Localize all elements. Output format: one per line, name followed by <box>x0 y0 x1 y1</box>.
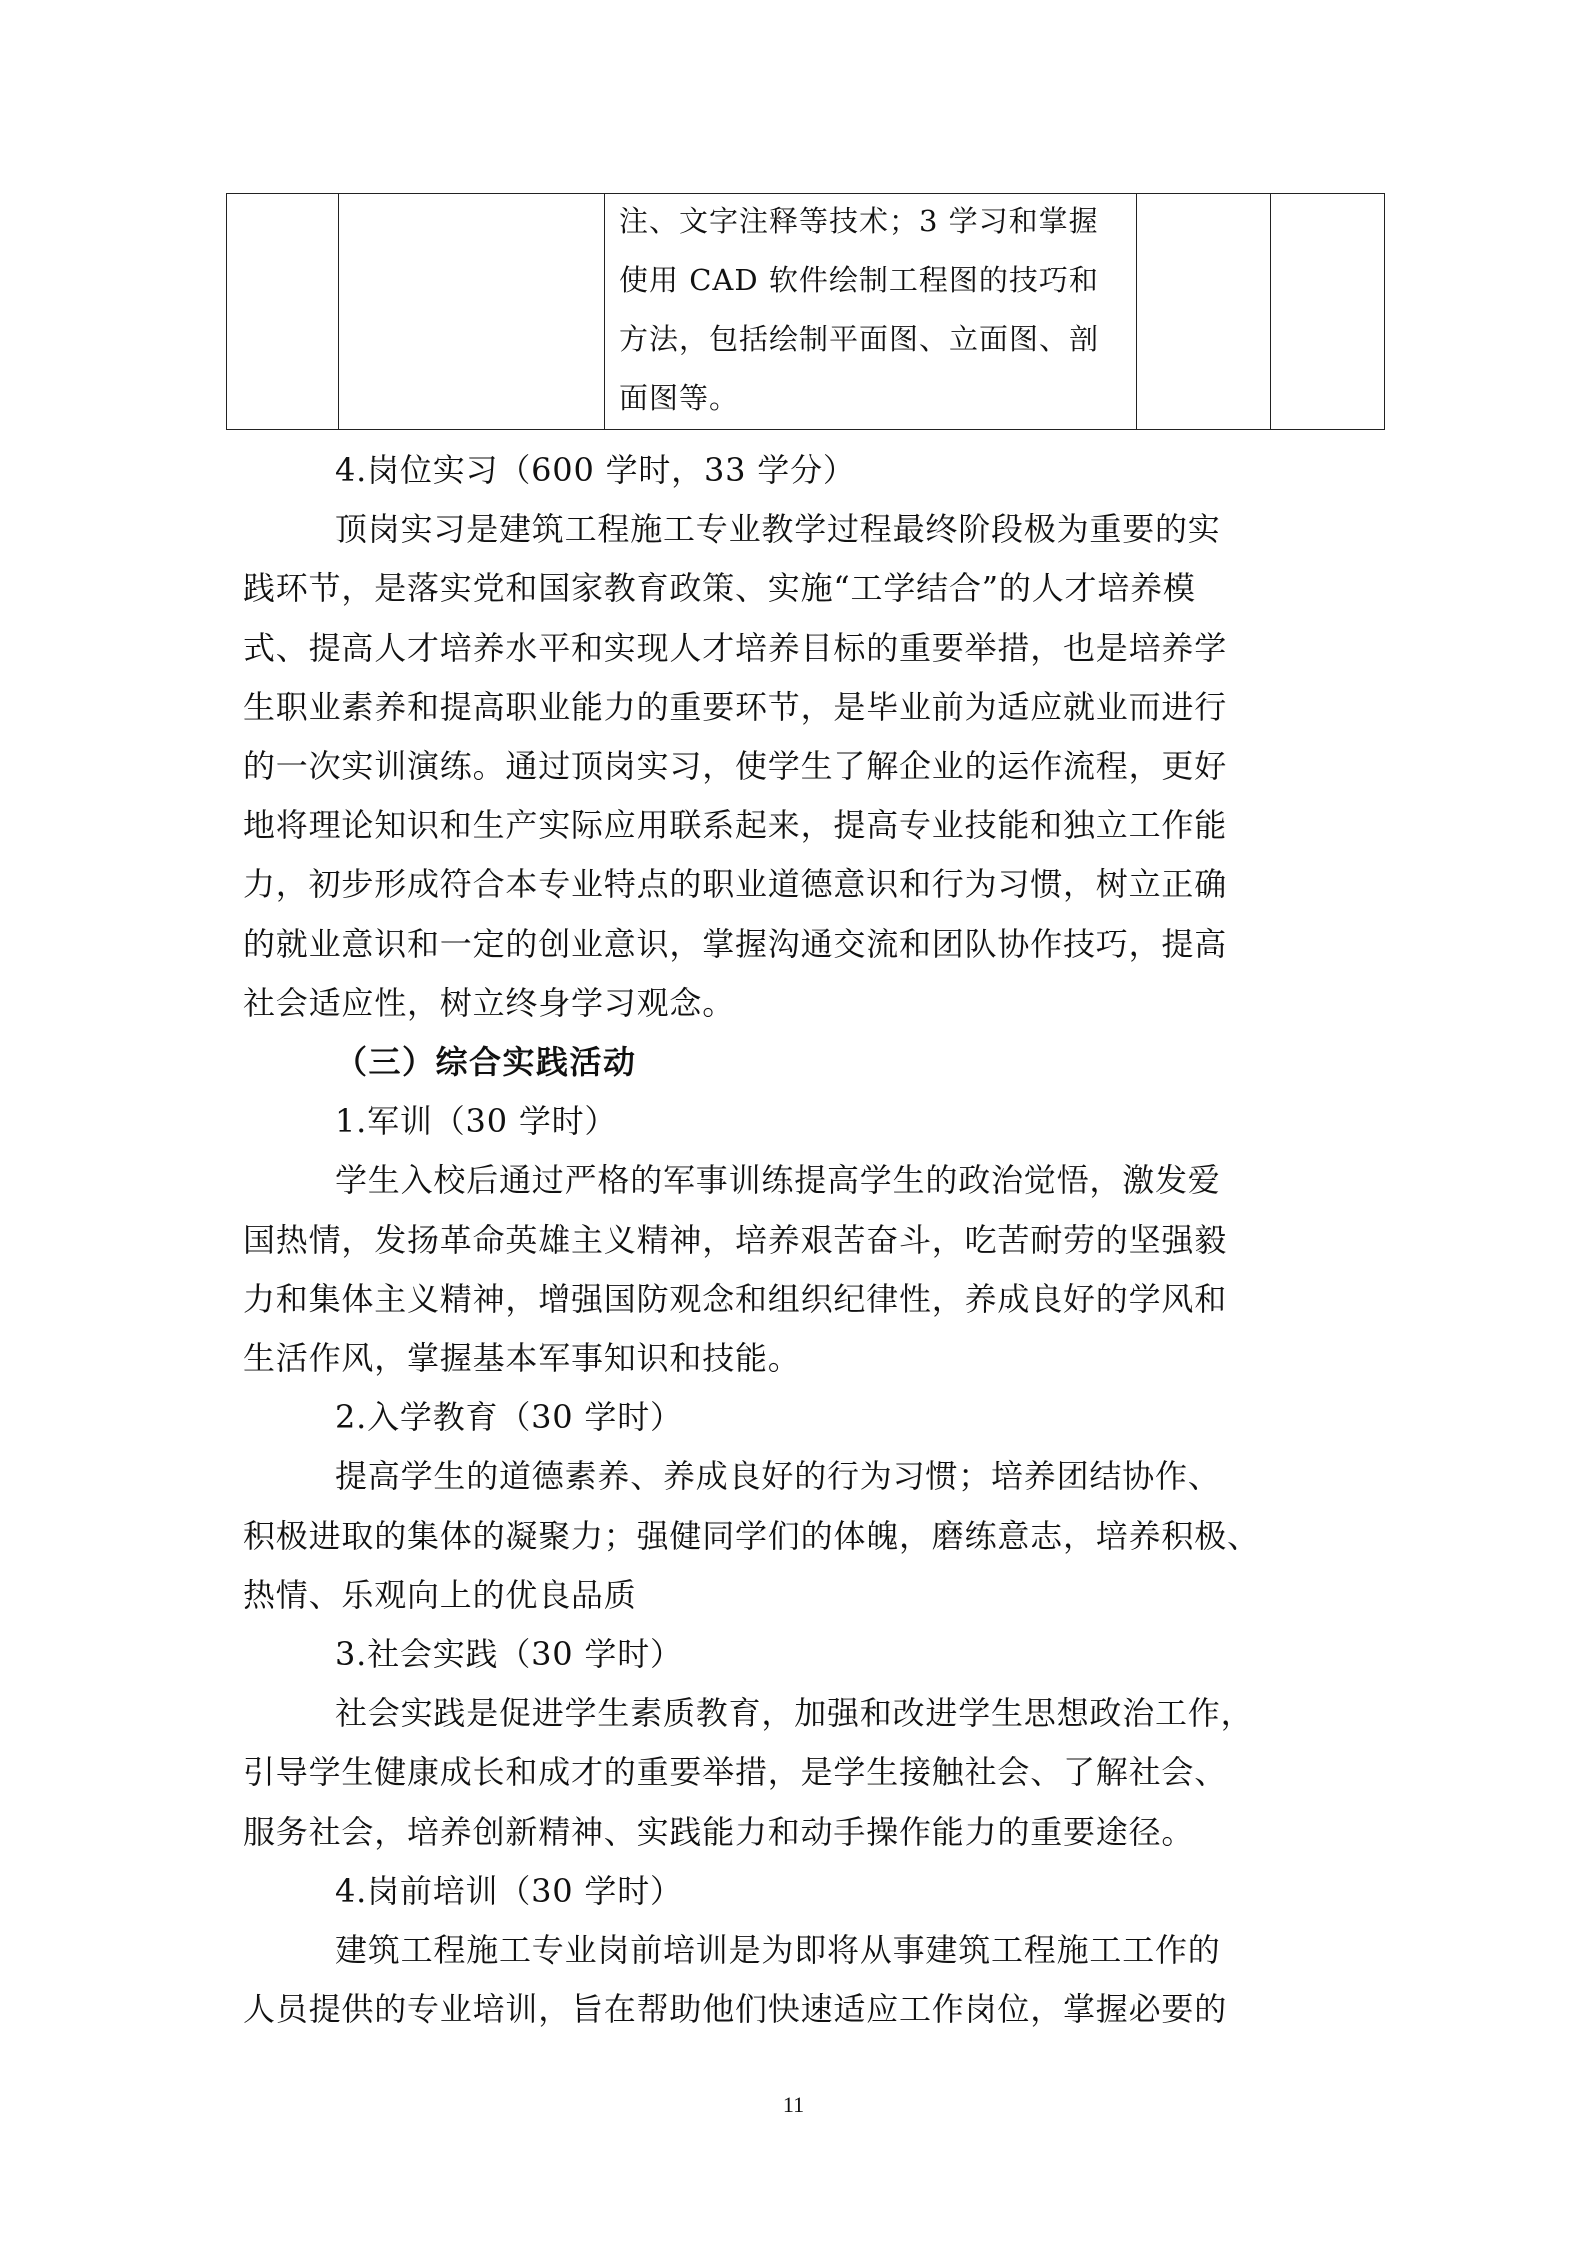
orientation-paragraph <box>243 1447 1361 1625</box>
section-heading: （三）综合实践活动 <box>335 1043 637 1082</box>
paragraph-line: 热情、乐观向上的优良品质 <box>243 1575 637 1614</box>
paragraph-line: 力，初步形成符合本专业特点的职业道德意识和行为习惯，树立正确 <box>243 865 1228 904</box>
military-paragraph <box>243 1151 1361 1388</box>
paragraph-line: 生职业素养和提高职业能力的重要环节，是毕业前为适应就业而进行 <box>243 687 1228 726</box>
table-content-line: 使用 CAD 软件绘制工程图的技巧和 <box>619 263 1099 297</box>
pretraining-paragraph <box>243 1921 1361 2039</box>
pretraining-heading: 4.岗前培训（30 学时） <box>335 1871 683 1910</box>
paragraph-line: 引导学生健康成长和成才的重要举措，是学生接触社会、了解社会、 <box>243 1753 1228 1792</box>
table-content-line: 注、文字注释等技术；3 学习和掌握 <box>619 204 1099 238</box>
paragraph-line: 社会适应性，树立终身学习观念。 <box>243 983 736 1022</box>
paragraph-line: 人员提供的专业培训，旨在帮助他们快速适应工作岗位，掌握必要的 <box>243 1990 1228 2029</box>
paragraph-line: 建筑工程施工专业岗前培训是为即将从事建筑工程施工工作的 <box>335 1931 1221 1970</box>
table-row <box>227 194 1385 430</box>
paragraph-line: 生活作风，掌握基本军事知识和技能。 <box>243 1339 801 1378</box>
paragraph-line: 提高学生的道德素养、养成良好的行为习惯；培养团结协作、 <box>335 1457 1221 1496</box>
paragraph-line: 践环节，是落实党和国家教育政策、实施“工学结合”的人才培养模 <box>243 569 1196 608</box>
internship-paragraph <box>243 500 1361 1033</box>
table-cell-notes <box>1271 194 1385 430</box>
paragraph-line: 服务社会，培养创新精神、实践能力和动手操作能力的重要途径。 <box>243 1812 1195 1851</box>
internship-heading: 4.岗位实习（600 学时，33 学分） <box>335 451 856 489</box>
paragraph-line: 顶岗实习是建筑工程施工专业教学过程最终阶段极为重要的实 <box>335 510 1221 549</box>
paragraph-line: 力和集体主义精神，增强国防观念和组织纪律性，养成良好的学风和 <box>243 1279 1228 1318</box>
orientation-heading: 2.入学教育（30 学时） <box>335 1398 683 1437</box>
paragraph-line: 的一次实训演练。通过顶岗实习，使学生了解企业的运作流程，更好 <box>243 747 1228 786</box>
table-content-line: 方法，包括绘制平面图、立面图、剖 <box>619 322 1100 356</box>
paragraph-line: 国热情，发扬革命英雄主义精神，培养艰苦奋斗，吃苦耐劳的坚强毅 <box>243 1220 1228 1259</box>
page-number: 11 <box>782 2092 805 2117</box>
table-cell-content <box>605 194 1137 430</box>
table-cell-course <box>339 194 605 430</box>
military-heading: 1.军训（30 学时） <box>335 1102 618 1141</box>
body-text <box>243 441 1361 2039</box>
table-cell-index <box>227 194 339 430</box>
paragraph-line: 式、提高人才培养水平和实现人才培养目标的重要举措，也是培养学 <box>243 628 1228 667</box>
paragraph-line: 学生入校后通过严格的军事训练提高学生的政治觉悟，激发爱 <box>335 1161 1221 1200</box>
paragraph-line: 社会实践是促进学生素质教育，加强和改进学生思想政治工作， <box>335 1694 1254 1733</box>
curriculum-table-continuation <box>226 193 1385 430</box>
table-content-line: 面图等。 <box>619 381 740 415</box>
paragraph-line: 积极进取的集体的凝聚力；强健同学们的体魄，磨练意志，培养积极、 <box>243 1516 1260 1555</box>
social-paragraph <box>243 1684 1361 1862</box>
social-heading: 3.社会实践（30 学时） <box>335 1635 683 1674</box>
paragraph-line: 的就业意识和一定的创业意识，掌握沟通交流和团队协作技巧，提高 <box>243 924 1228 963</box>
table-cell-hours <box>1137 194 1271 430</box>
paragraph-line: 地将理论知识和生产实际应用联系起来，提高专业技能和独立工作能 <box>243 806 1228 845</box>
